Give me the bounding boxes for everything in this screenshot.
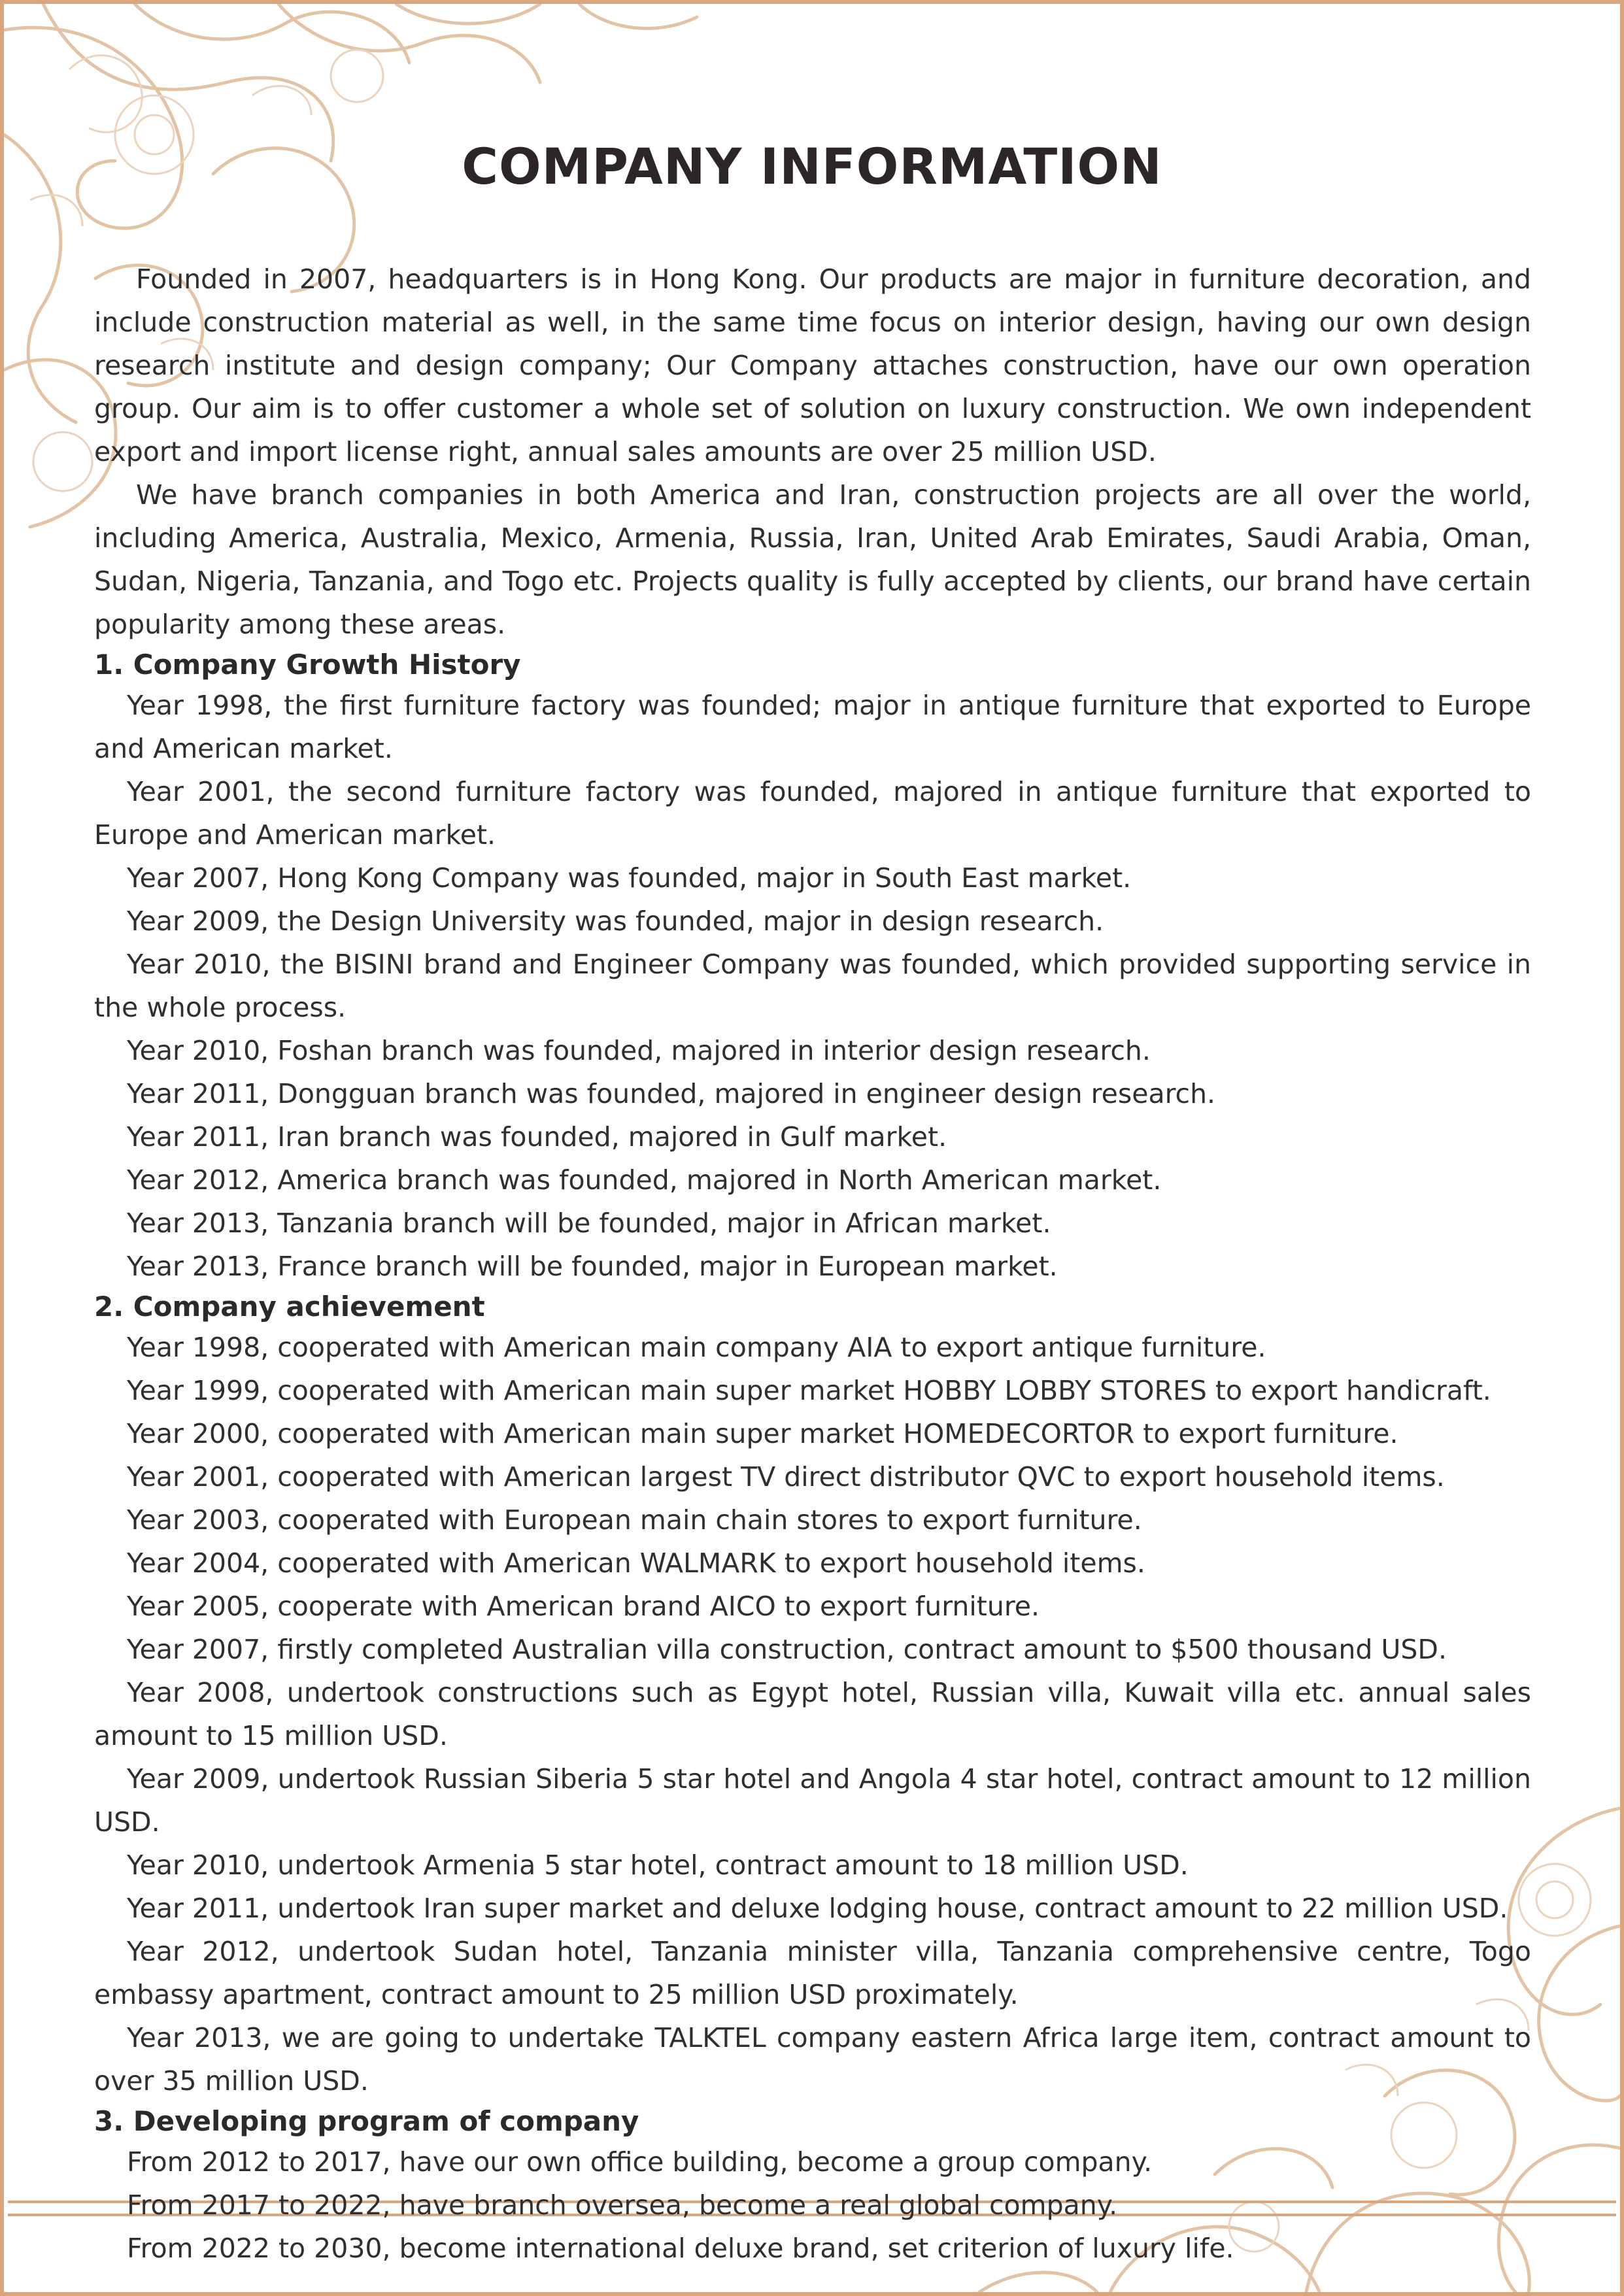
plan-entry: From 2017 to 2022, have branch oversea, become a real global company. [127,2189,1118,2221]
achievement-entry: Year 2012, undertook Sudan hotel, Tanzania minister villa, Tanzania comprehensive centre, Togo embassy apartment, contract amount to 25 million USD proximately. [94,1936,1531,2010]
plan-entry: From 2022 to 2030, become international deluxe brand, set criterion of luxury life. [127,2233,1234,2264]
section-heading: 1. Company Growth History [94,649,521,681]
achievement-entry: Year 2008, undertook constructions such as Egypt hotel, Russian villa, Kuwait villa etc. annual sales amount to 15 million USD. [94,1677,1531,1751]
achievement-entry: Year 2003, cooperated with European main chain stores to export furniture. [127,1504,1142,1536]
achievement-entry: Year 1999, cooperated with American main super market HOBBY LOBBY STORES to export handicraft. [127,1375,1491,1406]
history-entry: Year 2013, Tanzania branch will be founded, major in African market. [127,1207,1051,1239]
achievement-entry: Year 2005, cooperate with American brand AICO to export furniture. [127,1591,1040,1622]
achievement-entry: Year 2010, undertook Armenia 5 star hotel, contract amount to 18 million USD. [127,1849,1189,1881]
page-title: COMPANY INFORMATION [462,137,1162,195]
section-heading: 2. Company achievement [94,1291,485,1323]
achievement-entry: Year 2000, cooperated with American main super market HOMEDECORTOR to export furniture. [127,1418,1398,1449]
history-entry: Year 2001, the second furniture factory was founded, majored in antique furniture that exported to Europe and American market. [94,776,1531,851]
achievement-entry: Year 2011, undertook Iran super market and deluxe lodging house, contract amount to 22 million USD. [127,1893,1508,1924]
history-entry: Year 1998, the first furniture factory was founded; major in antique furniture that exported to Europe and American market. [94,690,1531,764]
history-entry: Year 2007, Hong Kong Company was founded, major in South East market. [127,862,1132,894]
achievement-entry: Year 1998, cooperated with American main company AIA to export antique furniture. [127,1332,1266,1363]
plan-entry: From 2012 to 2017, have our own office building, become a group company. [127,2146,1153,2178]
history-entry: Year 2010, the BISINI brand and Engineer Company was founded, which provided supporting service in the whole process. [94,949,1531,1023]
achievement-entry: Year 2013, we are going to undertake TALKTEL company eastern Africa large item, contract amount to over 35 million USD. [94,2022,1531,2097]
history-entry: Year 2011, Dongguan branch was founded, majored in engineer design research. [127,1078,1216,1109]
intro-paragraph: We have branch companies in both America and Iran, construction projects are all over the world, including America, Australia, Mexico, Armenia, Russia, Iran, United Arab Emirates, Saudi Arabia, Oman, Sudan, Nigeria, Tanzania, and Togo etc. Projects quality is fully accepted by clients, our brand have certain popularity among these areas. [94,479,1531,640]
achievement-entry: Year 2009, undertook Russian Siberia 5 star hotel and Angola 4 star hotel, contract amount to 12 million USD. [94,1763,1531,1838]
history-entry: Year 2009, the Design University was founded, major in design research. [127,905,1104,937]
achievement-entry: Year 2001, cooperated with American largest TV direct distributor QVC to export household items. [127,1461,1445,1493]
achievement-entry: Year 2007, firstly completed Australian villa construction, contract amount to $500 thousand USD. [127,1634,1447,1665]
history-entry: Year 2011, Iran branch was founded, majored in Gulf market. [127,1121,947,1153]
intro-paragraph: Founded in 2007, headquarters is in Hong Kong. Our products are major in furniture decoration, and include construction material as well, in the same time focus on interior design, having our own design research institute and design company; Our Company attaches construction, have our own operation group. Our aim is to offer customer a whole set of solution on luxury construction. We own independent export and import license right, annual sales amounts are over 25 million USD. [94,263,1531,467]
achievement-entry: Year 2004, cooperated with American WALMARK to export household items. [127,1547,1145,1579]
history-entry: Year 2012, America branch was founded, majored in North American market. [127,1164,1162,1196]
history-entry: Year 2010, Foshan branch was founded, majored in interior design research. [127,1035,1151,1066]
document-body [94,258,1531,2270]
section-heading: 3. Developing program of company [94,2105,639,2137]
history-entry: Year 2013, France branch will be founded, major in European market. [127,1251,1058,1282]
